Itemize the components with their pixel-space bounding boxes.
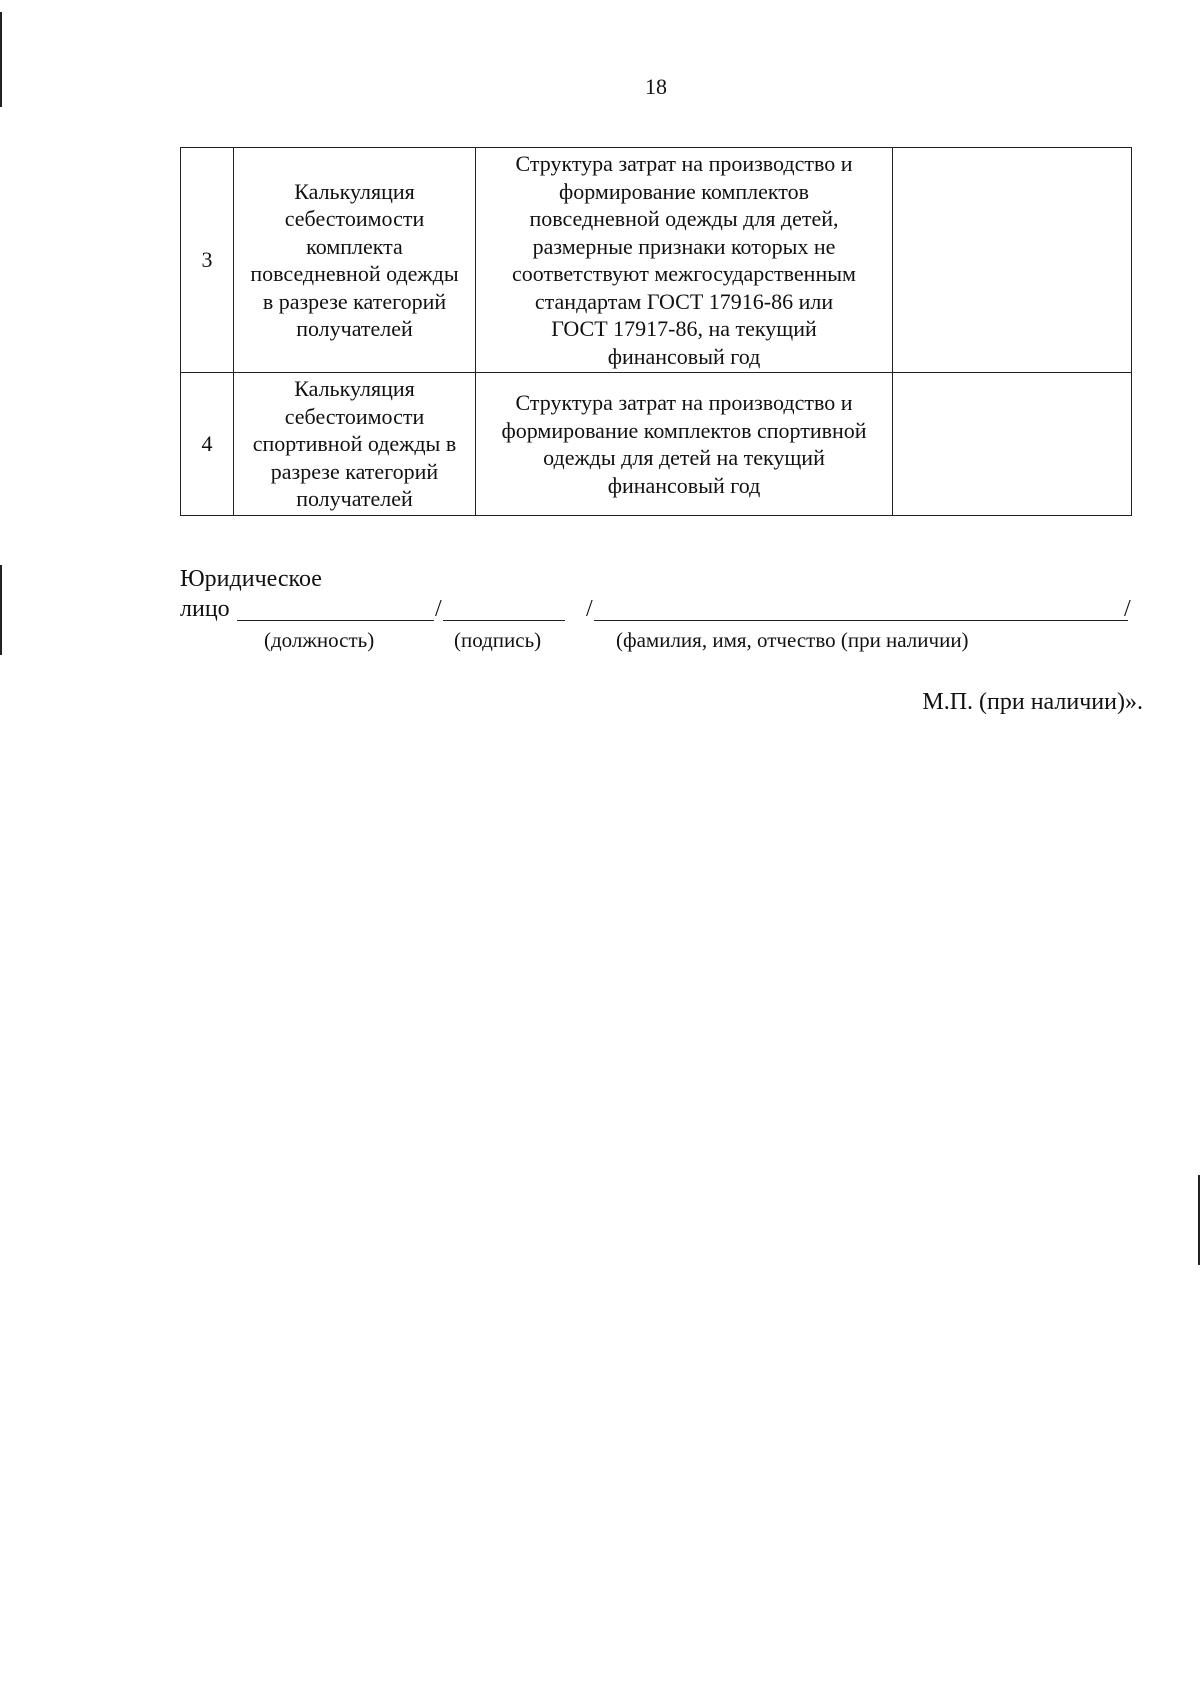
name-line: в разрезе категорий: [262, 288, 447, 314]
signature-line-word: лицо: [180, 596, 230, 622]
name-line: получателей: [296, 316, 413, 341]
caption-full-name: (фамилия, имя, отчество (при наличии): [616, 628, 969, 652]
description-line: формирование комплектов: [559, 178, 809, 204]
separator-slash: /: [435, 596, 442, 622]
description-line: Структура затрат на производство и: [515, 151, 853, 176]
description-line: формирование комплектов спортивной: [501, 417, 867, 443]
caption-position: (должность): [264, 628, 375, 652]
description-line: финансовый год: [607, 472, 761, 498]
name-line: себестоимости: [284, 206, 425, 231]
table-row: [181, 148, 1132, 373]
name-line: повседневной одежды: [250, 261, 459, 286]
page-number: 18: [645, 74, 667, 99]
signature-blank[interactable]: [443, 620, 565, 621]
row-description-cell: [476, 148, 893, 373]
name-line: разрезе категорий: [270, 458, 439, 484]
description-line: одежды для детей на текущий: [543, 445, 825, 470]
full-name-blank[interactable]: [594, 620, 1128, 621]
row-description-cell: [476, 373, 893, 516]
caption-signature: (подпись): [454, 628, 542, 652]
row-number-cell: 4: [181, 373, 234, 516]
position-blank[interactable]: [237, 620, 434, 621]
description-line: ГОСТ 17917-86, на текущий: [551, 316, 817, 341]
row-name-cell: [234, 373, 476, 516]
separator-slash: /: [1124, 596, 1131, 622]
signature-title: Юридическое: [180, 566, 322, 592]
name-line: себестоимости: [284, 403, 425, 429]
name-line: комплекта: [306, 233, 403, 259]
name-line: Калькуляция: [294, 178, 415, 204]
description-line: повседневной одежды для детей,: [529, 206, 839, 231]
row-extra-cell: [893, 373, 1132, 516]
name-line: спортивной одежды в: [252, 431, 457, 457]
row-name-cell: [234, 148, 476, 373]
description-line: Структура затрат на производство и: [515, 390, 853, 415]
name-line: Калькуляция: [294, 376, 415, 402]
description-line: размерные признаки которых не: [532, 233, 836, 259]
description-line: соответствуют межгосударственным: [512, 261, 856, 286]
row-number-cell: 3: [181, 148, 234, 373]
name-line: получателей: [296, 486, 413, 512]
table-row: [181, 373, 1132, 516]
scan-edge-left-mid: [0, 565, 2, 655]
description-line: финансовый год: [607, 343, 761, 369]
stamp-note: М.П. (при наличии)».: [922, 689, 1143, 715]
description-line: стандартам ГОСТ 17916-86 или: [534, 288, 834, 314]
calculation-table: [180, 147, 1132, 516]
separator-slash: /: [586, 596, 593, 622]
row-extra-cell: [893, 148, 1132, 373]
